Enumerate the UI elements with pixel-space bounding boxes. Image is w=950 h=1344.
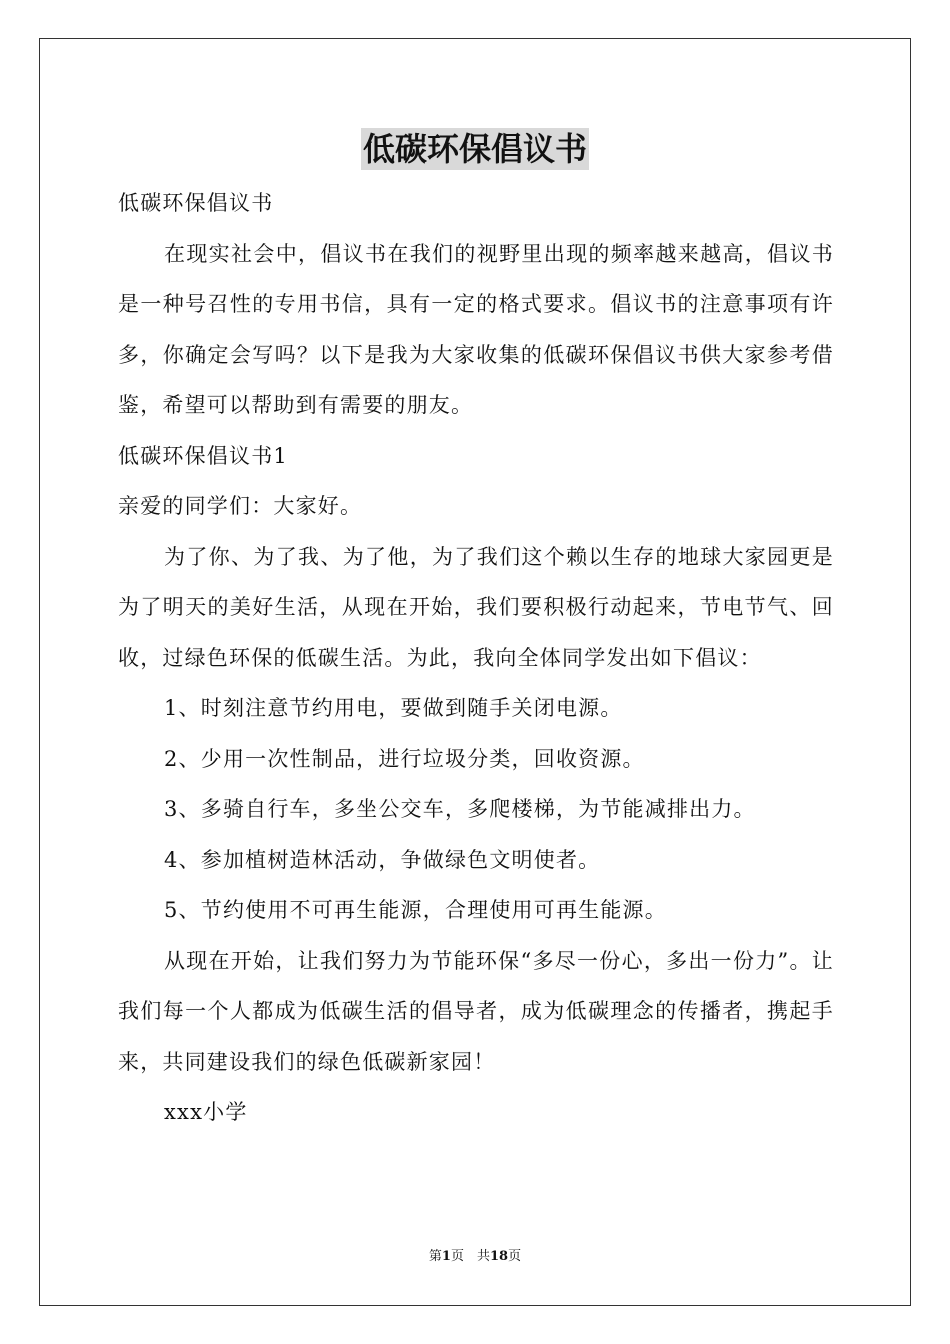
list-item: 2、少用一次性制品，进行垃圾分类，回收资源。 (164, 746, 645, 771)
closing-paragraph: 从现在开始，让我们努力为节能环保“多尽一份心，多出一份力”。让我们每一个人都成为低碳生活的倡导者，成为低碳理念的传播者，携起手来，共同建设我们的绿色低碳新家园！ (118, 948, 834, 1074)
footer-page-total: 18 (489, 1249, 509, 1264)
footer-page-mid: 页 共 (450, 1249, 490, 1264)
section-heading: 低碳环保倡议书1 (118, 443, 288, 468)
list-item: 4、参加植树造林活动，争做绿色文明使者。 (164, 847, 601, 872)
list-item: 1、时刻注意节约用电，要做到随手关闭电源。 (164, 696, 623, 720)
intro-paragraph: 在现实社会中，倡议书在我们的视野里出现的频率越来越高，倡议书是一种号召性的专用书信，具有一定的格式要求。倡议书的注意事项有许多，你确定会写吗？以下是我为大家收集的低碳环保倡议书供大家参考借鉴，希望可以帮助到有需要的朋友。 (118, 241, 834, 417)
body-paragraph: 为了你、为了我、为了他，为了我们这个赖以生存的地球大家园更是为了明天的美好生活，从现在开始，我们要积极行动起来，节电节气、回收，过绿色环保的低碳生活。为此，我向全体同学发出如下倡议： (118, 544, 834, 670)
title-wrap (0, 128, 950, 170)
list-item: 5、节约使用不可再生能源，合理使用可再生能源。 (164, 898, 667, 922)
document-subtitle: 低碳环保倡议书 (118, 191, 274, 215)
footer-page-suffix: 页 (508, 1249, 522, 1264)
document-body (118, 178, 834, 1138)
salutation: 亲爱的同学们：大家好。 (118, 494, 363, 518)
page-footer (0, 1245, 950, 1264)
list-item: 3、多骑自行车，多坐公交车，多爬楼梯，为节能减排出力。 (164, 797, 756, 821)
document-title: 低碳环保倡议书 (362, 130, 587, 168)
footer-page-current: 1 (441, 1249, 451, 1264)
footer-page-prefix: 第 (428, 1249, 442, 1264)
signature: xxx小学 (164, 1100, 248, 1124)
